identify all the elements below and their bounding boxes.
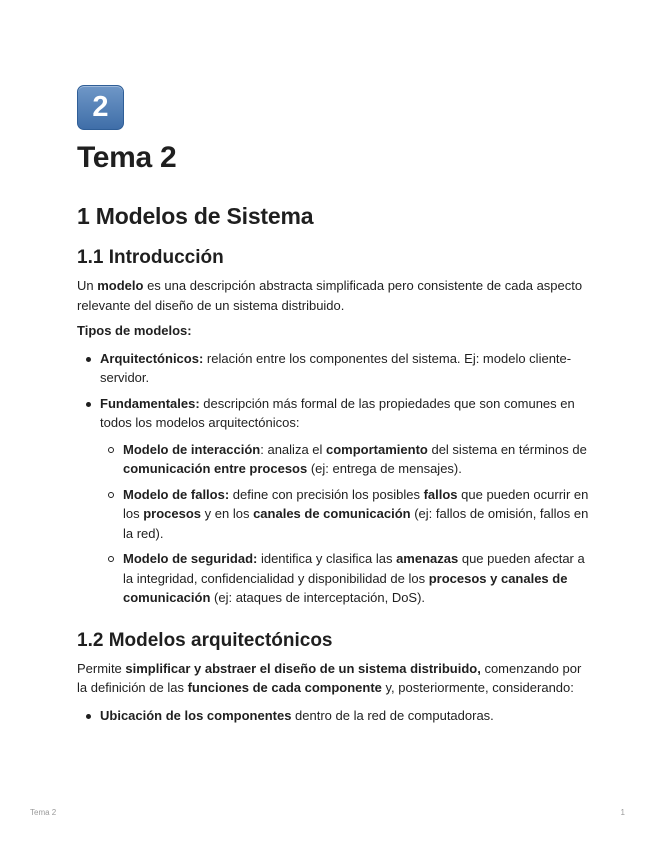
bold-run: simplificar y abstraer el diseño de un sistema distribuido, (125, 660, 481, 676)
text-run: y en los (201, 506, 254, 521)
tipos-label: Tipos de modelos: (77, 323, 192, 338)
bold-run: Modelo de interacción (123, 441, 261, 457)
text-run: comenzando por la definición de las (77, 660, 582, 695)
intro-paragraph (77, 276, 589, 315)
tipos-list (77, 349, 589, 608)
footer-title: Tema 2 (30, 808, 57, 817)
bold-run: comportamiento (326, 441, 428, 457)
bold-run: Modelo de seguridad: (123, 551, 258, 566)
list-item-fundamentales (77, 394, 589, 608)
text-run: Permite (77, 660, 126, 676)
bold-run: funciones de cada componente (187, 680, 382, 695)
bold-run: amenazas (396, 551, 459, 566)
section-heading-modelos-de-sistema: 1 Modelos de Sistema (77, 203, 314, 229)
text-run: Un (77, 278, 98, 293)
text-run: : analiza el (260, 441, 327, 457)
fundamentales-sublist (100, 440, 589, 608)
bold-run: fallos (423, 486, 458, 502)
keycap-two-icon: 2 (77, 85, 124, 130)
list-item-modelo-interaccion (100, 440, 589, 479)
list-item-arquitectonicos (77, 349, 589, 388)
text-run: (ej: fallos de omisión, fallos en la red). (123, 506, 589, 541)
text-run: identifica y clasifica las (257, 551, 397, 566)
text-run: es una descripción abstracta simplificada pero consistente de cada aspecto relevante del diseño de un sistema distribuido. (77, 278, 583, 313)
subsection-heading-introduccion: 1.1 Introducción (77, 247, 224, 268)
list-item-modelo-seguridad (100, 549, 589, 608)
page-number: 1 (620, 808, 625, 817)
bold-run: Ubicación de los componentes (100, 707, 292, 723)
bold-run: procesos y canales de comunicación (123, 570, 568, 605)
text-run: descripción más formal de las propiedades que son comunes en todos los modelos arquitectónicos: (100, 395, 575, 430)
considerando-list (77, 706, 589, 726)
text-run: (ej: entrega de mensajes). (307, 461, 462, 476)
text-run: y, posteriormente, considerando: (381, 680, 574, 695)
list-item-ubicacion (77, 706, 589, 726)
list-item-modelo-fallos (100, 485, 589, 544)
text-run: del sistema en términos de (427, 441, 587, 457)
document-page (77, 85, 589, 725)
text-run: que pueden afectar a la integridad, confidencialidad y disponibilidad de los (123, 551, 585, 586)
text-run: dentro de la red de computadoras. (291, 707, 494, 723)
text-run: define con precisión los posibles (229, 486, 424, 502)
page-title: Tema 2 (77, 141, 177, 174)
subsection-heading-modelos-arquitectonicos: 1.2 Modelos arquitectónicos (77, 629, 333, 651)
text-run: que pueden ocurrir en los (123, 486, 589, 521)
bold-run: comunicación entre procesos (123, 461, 308, 476)
bold-run: procesos (143, 506, 202, 521)
arquitectonicos-paragraph (77, 659, 589, 698)
text-run: relación entre los componentes del sistema. Ej: modelo cliente-servidor. (100, 350, 572, 385)
bold-run: modelo (97, 278, 144, 293)
bold-run: Modelo de fallos: (123, 486, 230, 502)
bold-run: Fundamentales: (100, 395, 200, 411)
bold-run: canales de comunicación (253, 506, 411, 521)
text-run: (ej: ataques de interceptación, DoS). (210, 590, 426, 605)
bold-run: Arquitectónicos: (100, 350, 204, 366)
